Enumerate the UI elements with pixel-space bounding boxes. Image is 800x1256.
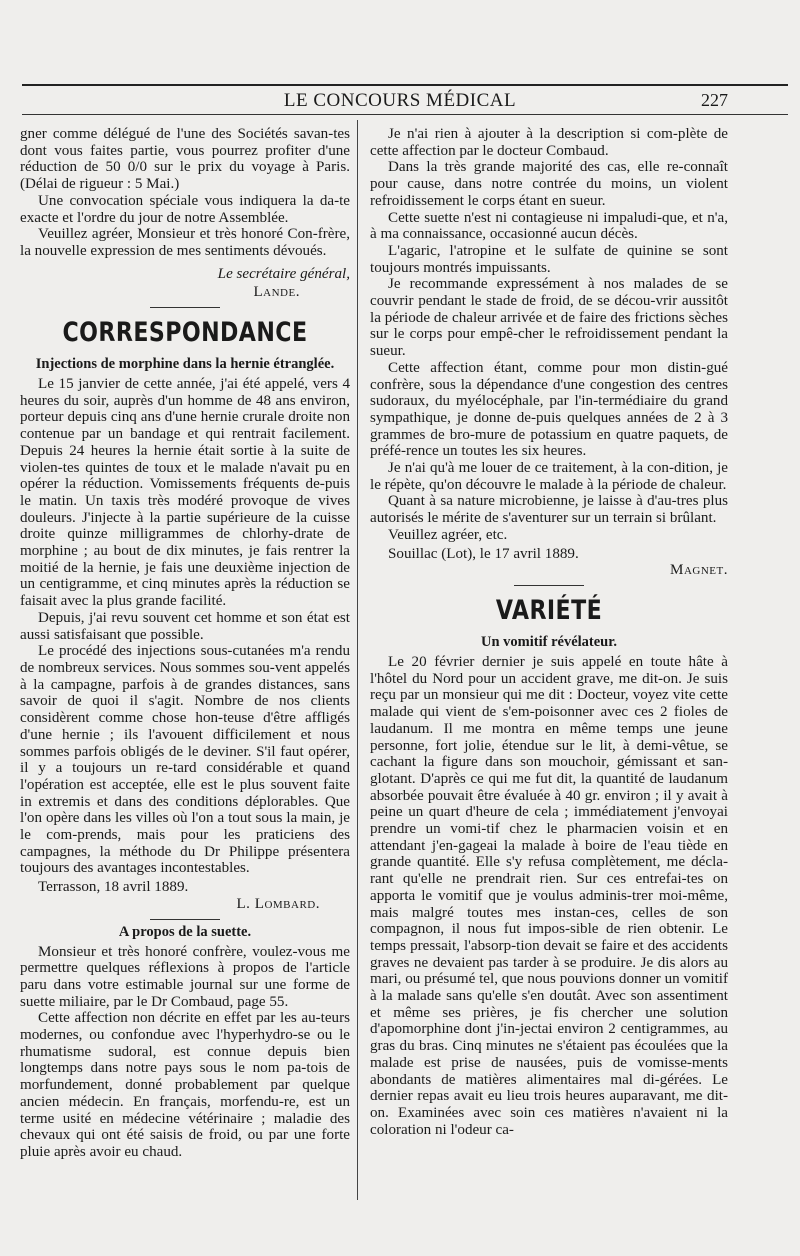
running-head: LE CONCOURS MÉDICAL (283, 90, 517, 111)
signoff-name: Lande. (253, 284, 300, 301)
left-column (20, 126, 350, 1161)
letter-paragraph: Je n'ai rien à ajouter à la description si com-plète de cette affection par le docteur Combaud. (370, 126, 728, 159)
signature: L. Lombard. (236, 895, 320, 912)
intro-paragraph: Une convocation spéciale vous indiquera la da-te exacte et l'ordre du jour de notre Assemblée. (20, 192, 350, 226)
place-date: Terrasson, 18 avril 1889. (38, 879, 189, 896)
article-paragraph: Depuis, j'ai revu souvent cet homme et son état est aussi satisfaisant que possible. (20, 609, 350, 643)
section-title-variete: VARIÉTÉ (495, 594, 603, 626)
intro-paragraph: gner comme délégué de l'une des Sociétés savan-tes dont vous faites partie, vous pourrez profiter d'une réduction de 50 0/0 sur le prix du voyage à Paris. (Délai de rigueur : 5 Mai.) (20, 126, 350, 193)
article-paragraph: Monsieur et très honoré confrère, voulez-vous me permettre quelques réflexions à propos de l'article paru dans votre estimable journal sur une forme de suette miliaire, par le Dr Combaud, page 55. (20, 943, 350, 1010)
place-date: Souillac (Lot), le 17 avril 1889. (388, 545, 579, 562)
article-title-vomitif: Un vomitif révélateur. (481, 633, 617, 650)
article-paragraph: Le 20 février dernier je suis appelé en toute hâte à l'hôtel du Nord pour un accident grave, me dit-on. Je suis reçu par un monsieur qui me dit : Docteur, voyez vite cette malade qui vient de s'em-poisonner avec ces 2 fioles de laudanum. Il me montra en même temps une jeune personne, fort jolie, étendue sur le lit, à demi-vêtue, se cachant la figure dans son mouchoir, gémissant et san-glotant. D'après ce qui me fut dit, la quantité de laudanum absorbée pouvait être évaluée à 40 gr. environ ; il y avait à peine un quart d'heure de cela ; immédiatement j'envoyai prendre un vomi-tif chez le pharmacien voisin et en attendant j'en-gageai la malade à boire de l'eau tiède en grande quantité. Elle s'y refusa complètement, me décla-rant qu'elle ne prendrait rien. Sur ces entrefai-tes on apporta le vomitif que je voulus adminis-trer moi-même, mais malgré toutes mes instan-ces, celles de son compagnon, il nous fut impos-sible de rien obtenir. Le temps pressait, l'absorp-tion devait se faire et des accidents graves ne devaient pas tarder à se produire. Je dis alors au mari, ou présumé tel, que nous pouvions donner un vomitif à la malade sans qu'elle s'en doutât. Avec son assentiment et même ses prières, je fis chercher une solution d'apomorphine dont j'in-jectai environ 2 centigrammes, au gras du bras. Cinq minutes ne s'étaient pas écoulées que la malade est prise de nausées, puis de vomisse-ments abondants de matières alimentaires mal di-gérées. Le dernier repas avait eu lieu trois heures auparavant, me dit-on. Examinées avec soin ces matières n'avaient ni la coloration ni l'odeur ca- (370, 653, 728, 1138)
header-underline (22, 114, 788, 115)
right-column (370, 126, 728, 1138)
letter-paragraph: Quant à sa nature microbienne, je laisse à d'au-tres plus autorisés le mérite de s'aventurer sur un terrain si brûlant. (370, 493, 728, 527)
article-paragraph: Le 15 janvier de cette année, j'ai été appelé, vers 4 heures du soir, auprès d'un homme de 48 ans environ, porteur depuis cinq ans d'une hernie crurale droite non contenue par un bandage et qui rentrait facilement. Depuis 24 heures la hernie était sortie à la suite de violen-tes quintes de toux et le malade n'avait pu en opérer la réduction. Vomissements fréquents de-puis le matin. Un taxis très modéré provoque de vives douleurs. J'injecte à la partie supérieure de la cuisse droite quinze milligrammes de chlorhy-drate de morphine ; au bout de dix minutes, je fais rentrer la moitié de la hernie, je fais une deuxième injection de un centigramme, et cinq minutes après la réduction se faisait avec la plus grande facilité. (20, 376, 350, 610)
column-divider (357, 120, 358, 1200)
letter-paragraph: Dans la très grande majorité des cas, elle re-connaît pour cause, dans notre contrée du moins, un violent refroidissement le corps étant en sueur. (370, 159, 728, 209)
letter-paragraph: L'agaric, l'atropine et le sulfate de quinine se sont toujours montrés impuissants. (370, 242, 728, 276)
signoff-title (20, 266, 350, 283)
intro-paragraph: Veuillez agréer, Monsieur et très honoré Con-frère, la nouvelle expression de mes sentiments dévoués. (20, 226, 350, 259)
letter-paragraph: Cette suette n'est ni contagieuse ni impaludi-que, et n'a, à ma connaissance, occasionné aucun décès. (370, 209, 728, 243)
page-number: 227 (701, 90, 728, 110)
signoff-text: Le secrétaire général, (217, 265, 350, 282)
signature: Magnet. (670, 562, 728, 579)
separator-rule (514, 585, 584, 586)
separator-rule (150, 919, 220, 920)
article-paragraph: Cette affection non décrite en effet par les au-teurs modernes, ou confondue avec l'hyperhydro-se ou le rhumatisme sudoral, est connue depuis bien longtemps dans notre pays sous le nom pa-tois de morfundement, donné probablement par quelque ancien médecin. En français, morfendu-re, est un terme usité en médecine vétérinaire ; maladie des chevaux qui ont été saisis de froid, ou par une forte pluie après avoir eu chaud. (20, 1010, 350, 1160)
article-title-suette: A propos de la suette. (118, 923, 252, 940)
letter-paragraph: Je recommande expressément à nos malades de se couvrir pendant le stade de froid, de se décou-vrir aussitôt la période de chaleur arrivée et de faire des frictions sèches sur le corps pour empê-cher le refroidissement pendant la sueur. (370, 276, 728, 360)
letter-paragraph: Cette affection étant, comme pour mon distin-gué confrère, sous la dépendance d'une congestion des centres sudoraux, du myélocéphale, par l'in-termédiaire du grand sympathique, je donne de-puis quelques années de 2 à 3 grammes de bro-mure de potassium en quatre paquets, de préfé-rence un toutes les six heures. (370, 359, 728, 460)
header-rule (22, 84, 788, 86)
separator-rule (150, 307, 220, 308)
article-title-morphine: Injections de morphine dans la hernie étranglée. (35, 356, 335, 373)
letter-paragraph: Veuillez agréer, etc. (388, 526, 508, 543)
article-paragraph: Le procédé des injections sous-cutanées m'a rendu de nombreux services. Nous sommes sou-vent appelés à la campagne, parfois à de grandes distances, sans savoir de quoi il s'agit. Nombre de nos clients considèrent comme chose hon-teuse d'être affligés d'une hernie ; ils l'avouent difficilement et nous sommes parfois obligés de le deviner. S'il faut opérer, il y a toujours un re-tard considérable et quand l'opération est acceptée, elle est le plus souvent faite in extremis et dans des conditions déplorables. Que l'on opère dans les villes où l'on a tout sous la main, je le com-prends, mais pour les praticiens des campagnes, la méthode du Dr Philippe présentera toujours des avantages incontestables. (20, 643, 350, 877)
section-title-correspondance: CORRESPONDANCE (62, 317, 308, 349)
letter-paragraph: Je n'ai qu'à me louer de ce traitement, à la con-dition, je le répète, qu'on découvre le malade à la période de chaleur. (370, 460, 728, 493)
